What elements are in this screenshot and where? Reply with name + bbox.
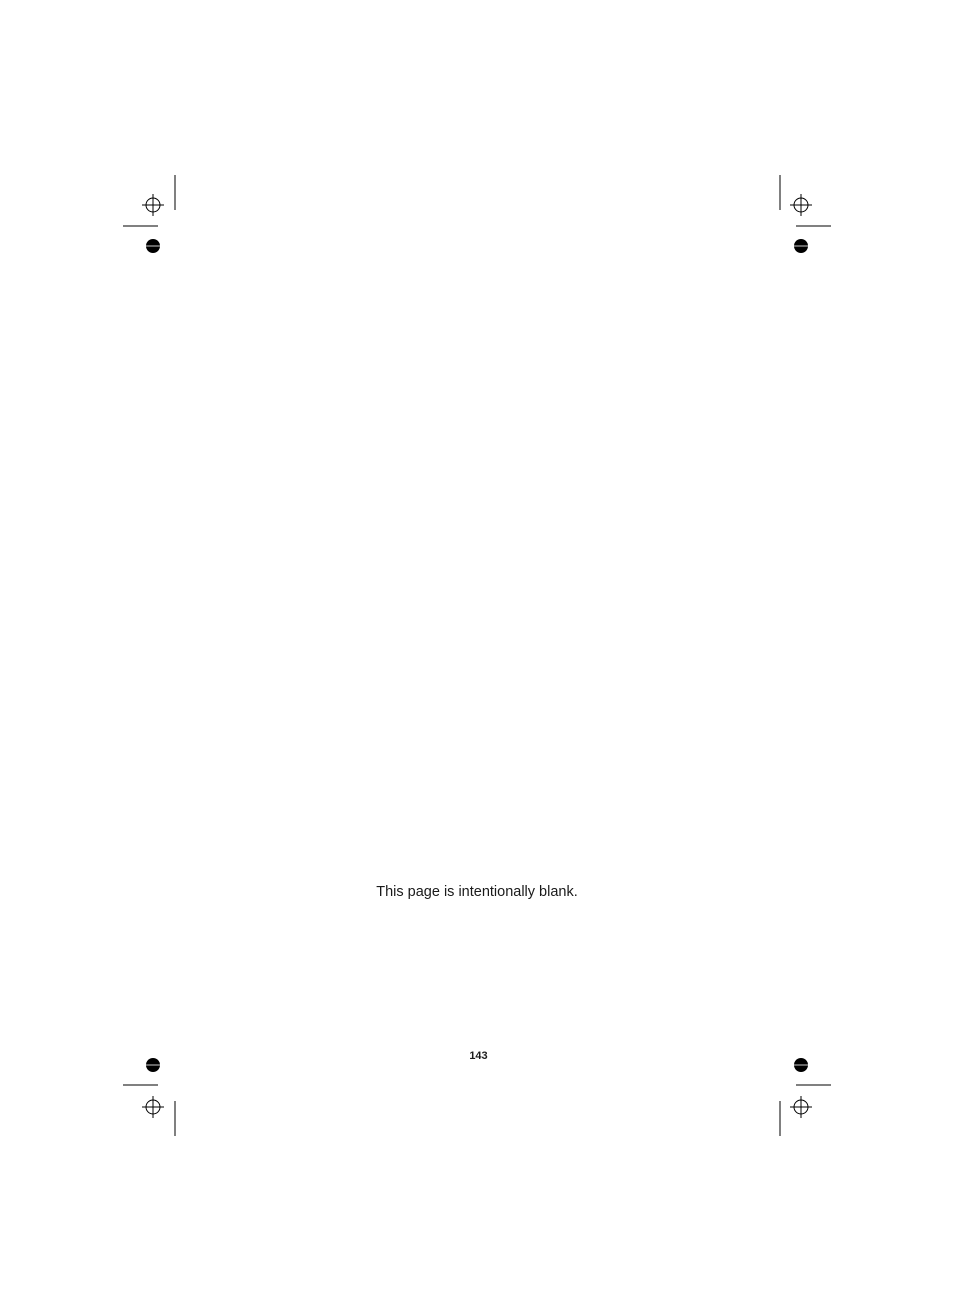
registration-mark-icon xyxy=(142,194,164,216)
registration-mark-icon xyxy=(790,194,812,216)
registration-dot-icon xyxy=(794,239,808,253)
registration-dot-icon xyxy=(146,239,160,253)
registration-mark-icon xyxy=(790,1096,812,1118)
blank-page-note: This page is intentionally blank. xyxy=(376,884,578,900)
registration-mark-icon xyxy=(142,1096,164,1118)
page-number: 143 xyxy=(469,1050,488,1062)
